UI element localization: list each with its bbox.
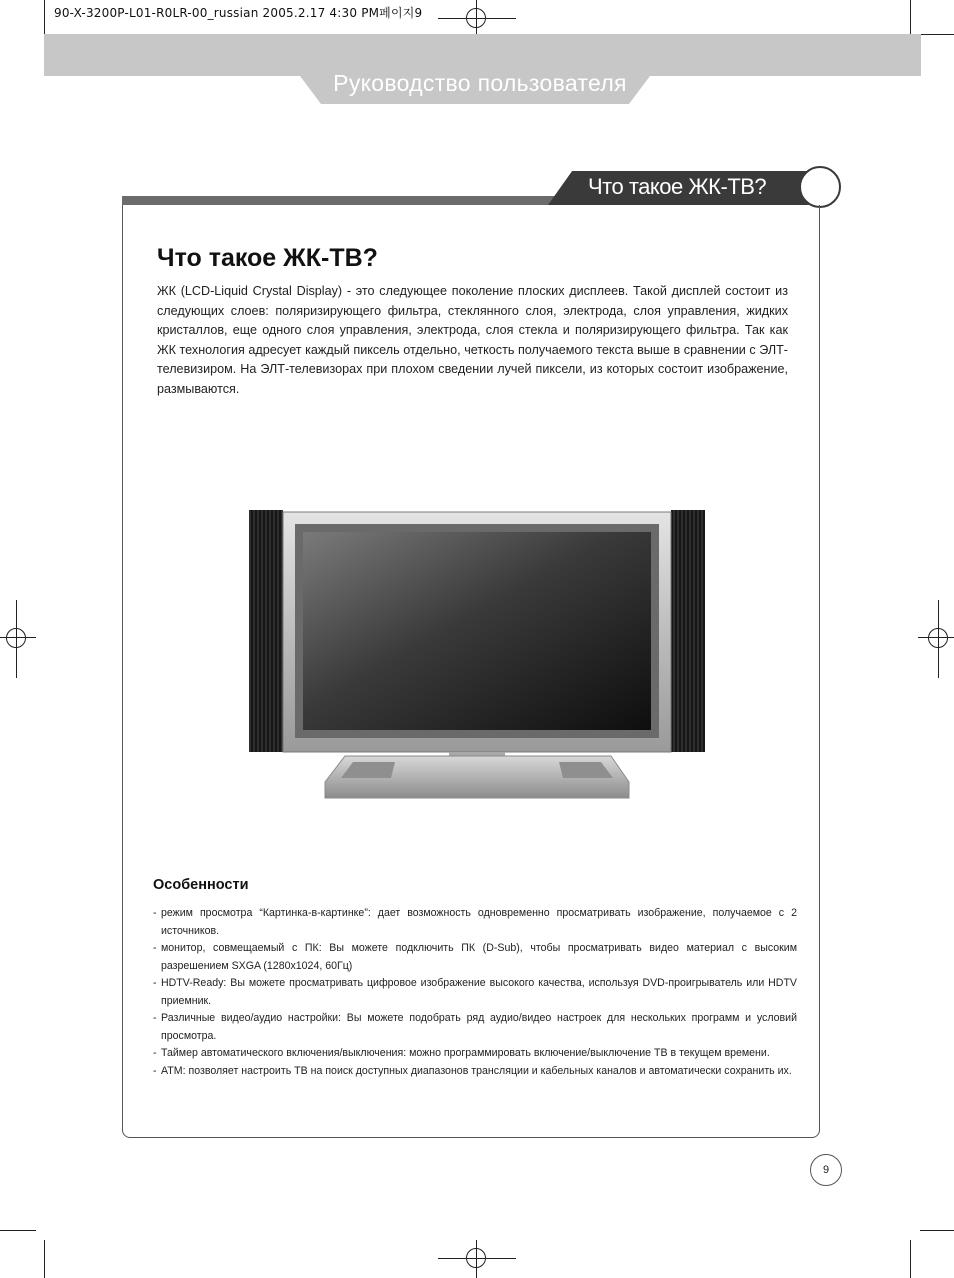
list-item: - HDTV-Ready: Вы можете просматривать цифровое изображение высокого качества, используя DVD-проигрыватель или HDTV приемник.	[153, 975, 797, 1010]
list-item: - монитор, совмещаемый с ПК: Вы можете подключить ПК (D-Sub), чтобы просматривать видео материал с высоким разрешением SXGA (1280x1024, 60Гц)	[153, 940, 797, 975]
section-title: Что такое ЖК-ТВ?	[588, 174, 767, 199]
list-item: - Различные видео/аудио настройки: Вы можете подобрать ряд аудио/видео настроек для нескольких программ и условий просмотра.	[153, 1010, 797, 1045]
intro-paragraph: ЖК (LCD-Liquid Crystal Display) - это следующее поколение плоских дисплеев. Такой дисплей состоит из следующих слоев: поляризирующего фильтра, стеклянного слоя, электрода, слоя управления, жидких кристаллов, еще одного слоя управления, электрода, слоя стекла и поляризирующего фильтра. Так как ЖК технология адресует каждый пиксель отдельно, четкость получаемого текста выше в сравнении с ЭЛТ-телевизиром. На ЭЛТ-телевизорах при плохом сведении лучей пиксели, из которых состоит изображение, размываются.	[157, 284, 788, 396]
print-header: 90-X-3200P-L01-R0LR-00_russian 2005.2.17 4:30 PM페이지9	[54, 6, 423, 20]
page-title: Что такое ЖК-ТВ?	[157, 244, 378, 272]
list-item: - Таймер автоматического включения/выключения: можно программировать включение/выключение ТВ в текущем времени.	[153, 1045, 797, 1063]
features-list	[153, 905, 797, 1080]
features-title: Особенности	[153, 877, 249, 893]
tv-illustration	[249, 508, 705, 828]
list-item: - ATM: позволяет настроить ТВ на поиск доступных диапазонов трансляции и кабельных каналов и автоматически сохранить их.	[153, 1063, 797, 1081]
list-item: - режим просмотра “Картинка-в-картинке”: дает возможность одновременно просматривать изображение, получаемое с 2 источников.	[153, 905, 797, 940]
banner-title: Руководство пользователя	[333, 70, 627, 96]
page-number: 9	[810, 1154, 842, 1186]
section-circle	[799, 166, 841, 208]
